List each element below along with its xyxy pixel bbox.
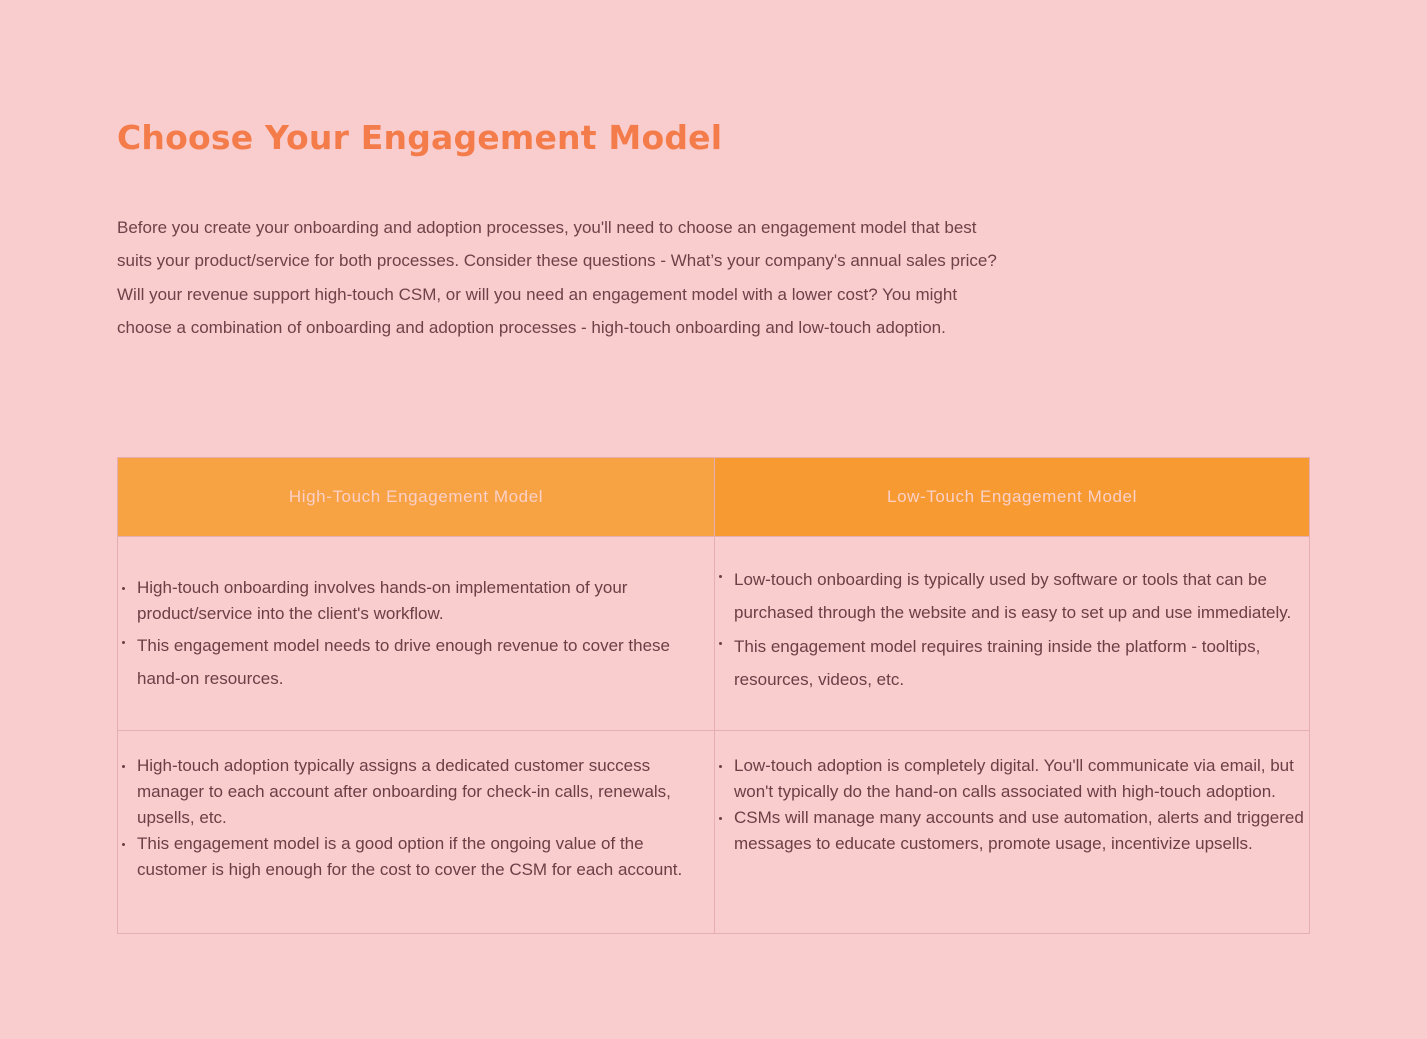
cell-high-touch-adoption [118, 731, 715, 934]
header-high-touch: High-Touch Engagement Model [118, 458, 715, 537]
page-title: Choose Your Engagement Model [117, 118, 723, 157]
cell-low-touch-onboarding [715, 537, 1310, 731]
bullet-list [715, 731, 1309, 857]
bullet-list [118, 731, 714, 883]
table-row-onboarding [118, 537, 1310, 731]
bullet-list [715, 537, 1309, 696]
list-item: Low-touch onboarding is typically used by software or tools that can be purchased through the website and is easy to set up and use immediately. [734, 563, 1309, 629]
intro-paragraph: Before you create your onboarding and adoption processes, you'll need to choose an engagement model that best suits your product/service for both processes. Consider these questions - What’s your company's annual sales price? Will your revenue support high-touch CSM, or will you need an engagement model with a lower cost? You might choose a combination of onboarding and adoption processes - high-touch onboarding and low-touch adoption. [117, 218, 997, 337]
list-item: This engagement model needs to drive enough revenue to cover these hand-on resources. [137, 629, 714, 695]
list-item: High-touch adoption typically assigns a dedicated customer success manager to each account after onboarding for check-in calls, renewals, upsells, etc. [137, 753, 714, 831]
list-item: This engagement model requires training inside the platform - tooltips, resources, videos, etc. [734, 630, 1309, 696]
list-item: This engagement model is a good option if the ongoing value of the customer is high enough for the cost to cover the CSM for each account. [137, 831, 714, 883]
list-item: CSMs will manage many accounts and use automation, alerts and triggered messages to educate customers, promote usage, incentivize upsells. [734, 805, 1309, 857]
header-low-touch: Low-Touch Engagement Model [715, 458, 1310, 537]
table-row-adoption [118, 731, 1310, 934]
bullet-list [118, 537, 714, 695]
table-header-row [118, 458, 1310, 537]
cell-high-touch-onboarding [118, 537, 715, 731]
list-item: High-touch onboarding involves hands-on implementation of your product/service into the client's workflow. [137, 575, 714, 627]
list-item: Low-touch adoption is completely digital. You'll communicate via email, but won't typically do the hand-on calls associated with high-touch adoption. [734, 753, 1309, 805]
cell-low-touch-adoption [715, 731, 1310, 934]
engagement-model-table [117, 457, 1310, 934]
